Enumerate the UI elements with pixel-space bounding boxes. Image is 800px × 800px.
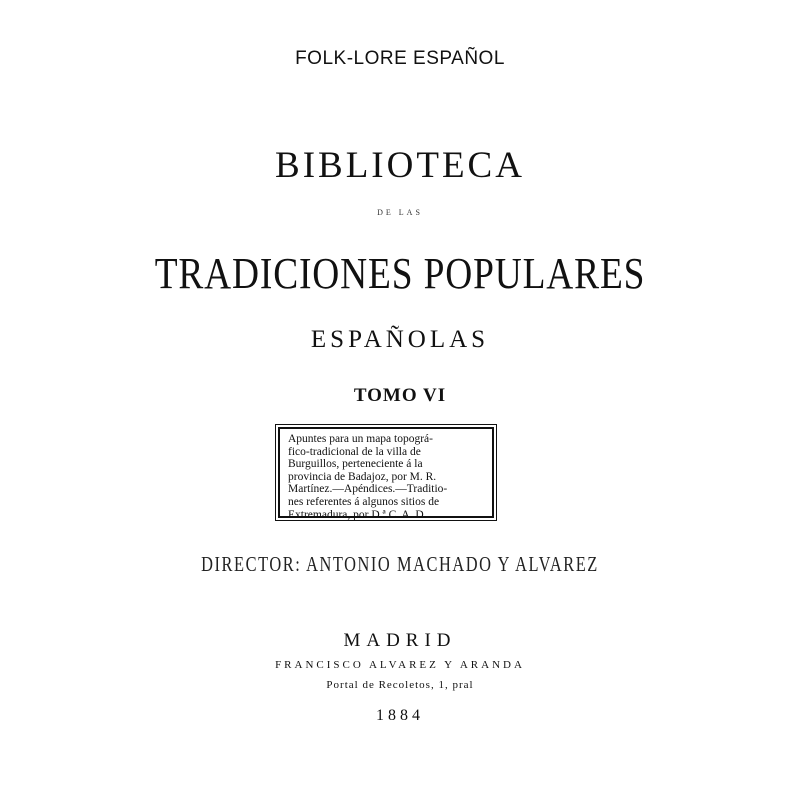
title-line-tradiciones-populares: TRADICIONES POPULARES — [154, 249, 646, 298]
contents-line: Extremadura, por D.ª C. A. D. — [288, 508, 427, 521]
title-line-biblioteca: BIBLIOTECA — [275, 145, 525, 186]
title-line-espanolas: ESPAÑOLAS — [310, 326, 490, 353]
title-line-de-las: DE LAS — [377, 208, 423, 217]
contents-line: Martínez.—Apéndices.—Traditio- — [288, 483, 448, 496]
contents-line: Apuntes para un mapa topográ- — [288, 433, 433, 445]
imprint-address: Portal de Recoletos, 1, pral — [326, 679, 474, 691]
imprint-year: 1884 — [376, 707, 424, 724]
contents-line: nes referentes á algunos sitios de — [288, 495, 440, 508]
contents-line: fico-tradicional de la villa de — [288, 445, 421, 458]
imprint-city: MADRID — [343, 630, 457, 651]
contents-line: Burguillos, perteneciente á la — [288, 458, 423, 471]
volume-label: TOMO VI — [353, 385, 447, 406]
contents-line: provincia de Badajoz, por M. R. — [288, 470, 437, 483]
author-line: DIRECTOR: ANTONIO MACHADO Y ALVAREZ — [201, 552, 599, 576]
imprint-publisher: FRANCISCO ALVAREZ Y ARANDA — [275, 659, 525, 671]
series-title: FOLK-LORE ESPAÑOL — [295, 48, 505, 69]
contents-box — [278, 427, 494, 521]
